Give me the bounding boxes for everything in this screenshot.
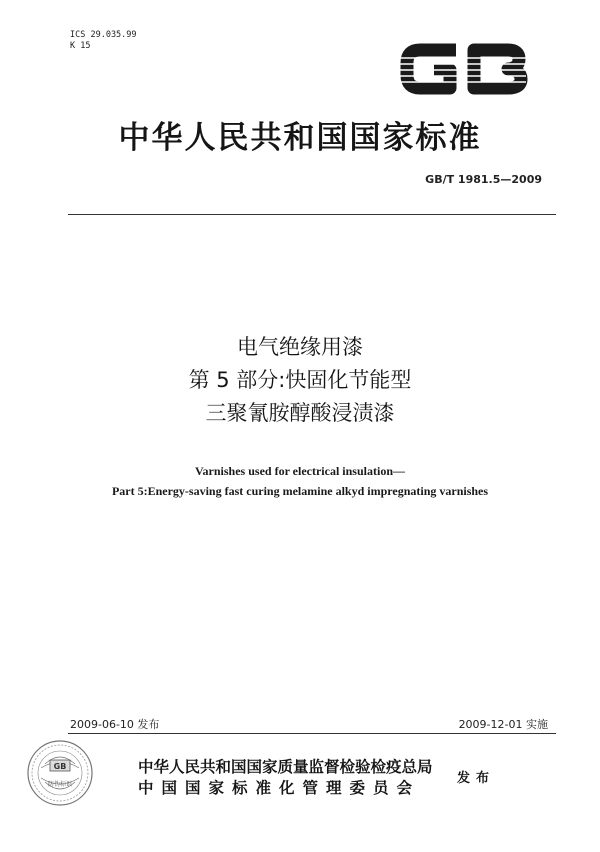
- svg-text:GB: GB: [53, 762, 67, 771]
- english-title: [0, 461, 600, 501]
- footer-divider: [68, 733, 556, 734]
- issuer-line-2: 中国国家标准化管理委员会: [138, 778, 421, 797]
- header-divider: [68, 214, 556, 215]
- english-title-line-1: Varnishes used for electrical insulation—: [194, 464, 405, 478]
- issue-date: 2009-06-10 发布: [70, 718, 160, 731]
- seal-text: 防伪标识: [47, 781, 73, 788]
- issuer-line-1: 中华人民共和国国家质量监督检验检疫总局: [138, 757, 433, 776]
- chinese-title: [0, 331, 600, 430]
- chinese-title-line-3: 三聚氰胺醇酸浸渍漆: [205, 401, 395, 425]
- issuing-authorities: [138, 756, 433, 798]
- anti-counterfeit-seal-icon: [25, 738, 95, 808]
- ics-code: ICS 29.035.99: [70, 30, 137, 40]
- standard-number: GB/T 1981.5—2009: [425, 173, 542, 186]
- gb-logo-icon: [398, 38, 528, 100]
- chinese-title-line-1: 电气绝缘用漆: [237, 335, 363, 359]
- implement-date: 2009-12-01 实施: [458, 718, 548, 731]
- national-standard-title: 中华人民共和国国家标准: [118, 120, 482, 156]
- publish-label: 发布: [457, 771, 496, 786]
- classification-codes: [70, 30, 137, 52]
- chinese-title-line-2: 第 5 部分:快固化节能型: [188, 368, 412, 392]
- ccs-code: K 15: [70, 41, 91, 51]
- english-title-line-2: Part 5:Energy-saving fast curing melamine alkyd impregnating varnishes: [111, 484, 489, 498]
